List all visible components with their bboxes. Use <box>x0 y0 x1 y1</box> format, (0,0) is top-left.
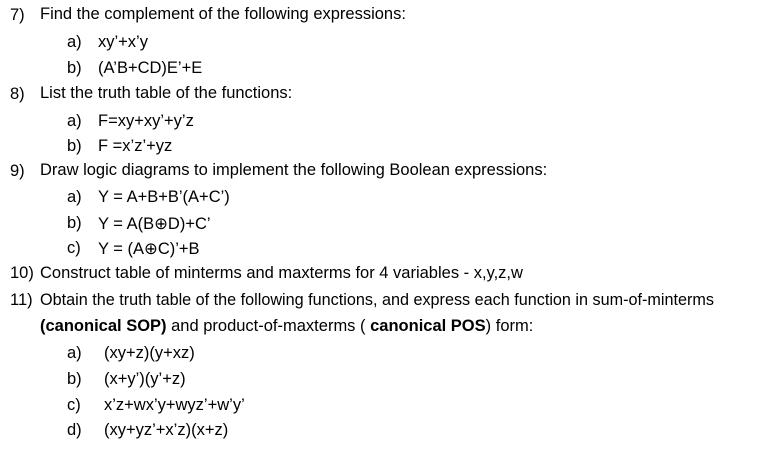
question-number: 9) <box>10 162 25 180</box>
item-letter: c) <box>67 396 81 414</box>
question-text: Construct table of minterms and maxterms for 4 variables - x,y,z,w <box>40 264 523 282</box>
item-letter: d) <box>67 421 82 439</box>
item-letter: a) <box>67 33 82 51</box>
question-9 <box>10 161 25 183</box>
item-letter: b) <box>67 137 82 155</box>
item-letter: a) <box>67 188 82 206</box>
item-expression: (xy+z)(y+xz) <box>104 344 195 362</box>
bold-term: canonical POS <box>370 317 486 335</box>
item-letter: b) <box>67 59 82 77</box>
item-expression: Y = A(B⊕D)+C’ <box>98 215 211 233</box>
item-letter: a) <box>67 112 82 130</box>
item-letter: b) <box>67 214 82 232</box>
item-expression: F=xy+xy’+y’z <box>98 112 194 130</box>
item-expression: (xy+yz’+x’z)(x+z) <box>104 421 229 439</box>
item-expression: (A’B+CD)E’+E <box>98 59 203 77</box>
question-number: 8) <box>10 85 25 103</box>
item-expression: Y = (A⊕C)’+B <box>98 240 200 258</box>
item-expression: xy’+x’y <box>98 33 148 51</box>
question-text: List the truth table of the functions: <box>40 84 293 102</box>
question-number: 11) <box>10 291 33 309</box>
question-7 <box>10 5 25 27</box>
item-expression: F =x’z’+yz <box>98 137 173 155</box>
question-text: Draw logic diagrams to implement the following Boolean expressions: <box>40 161 548 179</box>
item-letter: c) <box>67 239 81 257</box>
continuation-text: and product-of-maxterms ( <box>166 317 371 335</box>
continuation-text: ) form: <box>485 317 534 335</box>
bold-term: (canonical SOP) <box>40 317 167 335</box>
question-number: 7) <box>10 6 25 24</box>
question-text: Find the complement of the following expressions: <box>40 5 406 23</box>
item-expression: Y = A+B+B’(A+C’) <box>98 188 230 206</box>
question-8 <box>10 84 25 106</box>
item-letter: a) <box>67 344 82 362</box>
item-expression: (x+y’)(y’+z) <box>104 370 186 388</box>
item-expression: x’z+wx’y+wyz’+w’y’ <box>104 396 245 414</box>
question-text-continuation <box>40 317 533 336</box>
item-letter: b) <box>67 370 82 388</box>
question-text: Obtain the truth table of the following functions, and express each function in sum-of-minterms <box>40 291 714 309</box>
question-number: 10) <box>10 264 34 282</box>
